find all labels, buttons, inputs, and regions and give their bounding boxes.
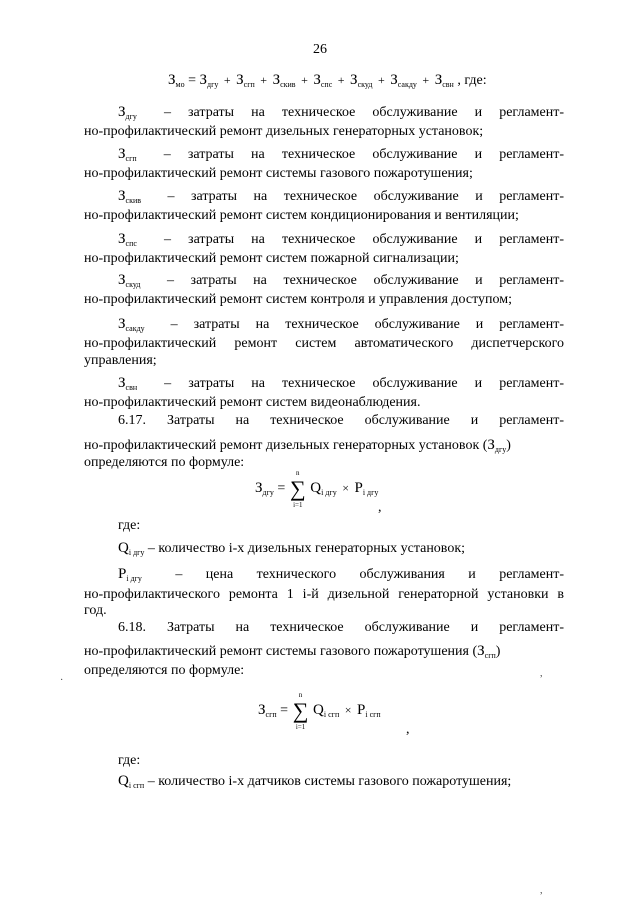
section-617-line: но-профилактический ремонт дизельных генераторных установок $(З_{дгу})$ — [84, 437, 564, 458]
lhs-symbol: $З_{мо}$ — [168, 72, 185, 89]
definition-line: $З_{сакду}$ – затраты на техническое обслуживание и регламент- — [118, 316, 564, 337]
section-618-line: определяются по формуле: — [84, 663, 245, 678]
definition-line: $P_{i дгу}$ – цена технического обслуживания и регламент- — [118, 566, 565, 583]
scan-mark: , — [540, 885, 543, 896]
definition-line: год. — [84, 603, 107, 618]
definition-line: но-профилактический ремонт системы газового пожаротушения; — [84, 166, 473, 181]
definition-symbol: $З_{сакду}$ — [118, 316, 145, 333]
inline-symbol: $З_{сгп}$ — [477, 643, 496, 660]
definition-symbol: $З_{дгу}$ — [118, 104, 137, 121]
section-618-heading: 6.18. Затраты на техническое обслуживание и регламент- — [118, 620, 564, 635]
definition-line: $Q_{i дгу}$ – количество i-х дизельных генераторных установок; — [118, 540, 466, 557]
plus-sign: + — [223, 73, 231, 87]
plus-sign: + — [301, 73, 308, 87]
section-618-line: но-профилактический ремонт системы газового пожаротушения $(З_{сгп})$ — [84, 643, 564, 664]
definition-line: но-профилактического ремонта 1 i-й дизельной генераторной установки в — [84, 587, 564, 602]
formula-comma: , — [378, 500, 382, 515]
definition-line: $З_{свн}$ – затраты на техническое обслуживание и регламент- — [118, 375, 564, 396]
equals-sign: = — [188, 73, 196, 88]
definition-line: $З_{скуд}$ – затраты на техническое обслуживание и регламент- — [118, 272, 564, 293]
formula-suffix: , где: — [457, 73, 487, 88]
definition-line: управления; — [84, 353, 157, 368]
term-symbol: $З_{сакду}$ — [390, 72, 417, 89]
plus-sign: + — [422, 73, 430, 87]
sgp-formula: $З_{сгп}$ = n ∑ i=1 $Q_{i сгп} \times P_{i сгп}$ — [258, 691, 381, 731]
where-label: где: — [118, 518, 141, 533]
definition-line: $З_{спс}$ – затраты на техническое обслуживание и регламент- — [118, 231, 564, 252]
definition-line: $З_{скив}$ – затраты на техническое обслуживание и регламент- — [118, 188, 564, 209]
definition-line: $Q_{i сгп}$ – количество i-х датчиков системы газового пожаротушения; — [118, 773, 512, 790]
definition-symbol: $З_{скив}$ — [118, 188, 142, 205]
term-symbol: $З_{сгп}$ — [236, 72, 255, 89]
definition-line: но-профилактический ремонт систем пожарной сигнализации; — [84, 251, 459, 266]
definition-line: $З_{сгп}$ – затраты на техническое обслуживание и регламент- — [118, 146, 564, 167]
scan-mark: · — [60, 675, 64, 686]
plus-sign: + — [337, 73, 345, 87]
term-symbol: $З_{скив}$ — [272, 72, 296, 89]
dgu-formula: $З_{дгу}$ = n ∑ i=1 $Q_{i дгу} \times P_{i дгу}$ — [255, 469, 379, 509]
definition-line: но-профилактический ремонт систем автоматического диспетчерского — [84, 336, 564, 351]
definition-symbol: $З_{скуд}$ — [118, 272, 141, 289]
definition-line: но-профилактический ремонт систем кондиционирования и вентиляции; — [84, 208, 519, 223]
section-617-line: определяются по формуле: — [84, 455, 245, 470]
term-symbol: $З_{спс}$ — [313, 72, 333, 89]
where-label: где: — [118, 753, 141, 768]
definition-symbol: $З_{спс}$ — [118, 231, 137, 248]
sum-symbol: n ∑ i=1 — [289, 469, 306, 509]
sum-symbol: n ∑ i=1 — [292, 691, 309, 731]
definition-line: но-профилактический ремонт систем контроля и управления доступом; — [84, 292, 512, 307]
definition-symbol: $З_{свн}$ — [118, 375, 138, 392]
definition-line: $З_{дгу}$ – затраты на техническое обслуживание и регламент- — [118, 104, 564, 125]
term-symbol: $З_{дгу}$ — [199, 72, 219, 89]
scan-mark: , — [540, 668, 543, 679]
definition-line: но-профилактический ремонт систем видеонаблюдения. — [84, 395, 421, 410]
plus-sign: + — [377, 73, 385, 87]
plus-sign: + — [260, 73, 268, 87]
section-617-heading: 6.17. Затраты на техническое обслуживание и регламент- — [118, 413, 564, 428]
total-formula — [168, 72, 487, 89]
definition-symbol: $З_{сгп}$ — [118, 146, 137, 163]
term-symbol: $З_{скуд}$ — [350, 72, 373, 89]
definition-line: но-профилактический ремонт дизельных генераторных установок; — [84, 124, 484, 139]
term-symbol: $З_{свн}$ — [434, 72, 454, 89]
inline-symbol: $З_{дгу}$ — [487, 437, 507, 454]
formula-comma: , — [406, 722, 410, 737]
page-number: 26 — [313, 42, 327, 57]
